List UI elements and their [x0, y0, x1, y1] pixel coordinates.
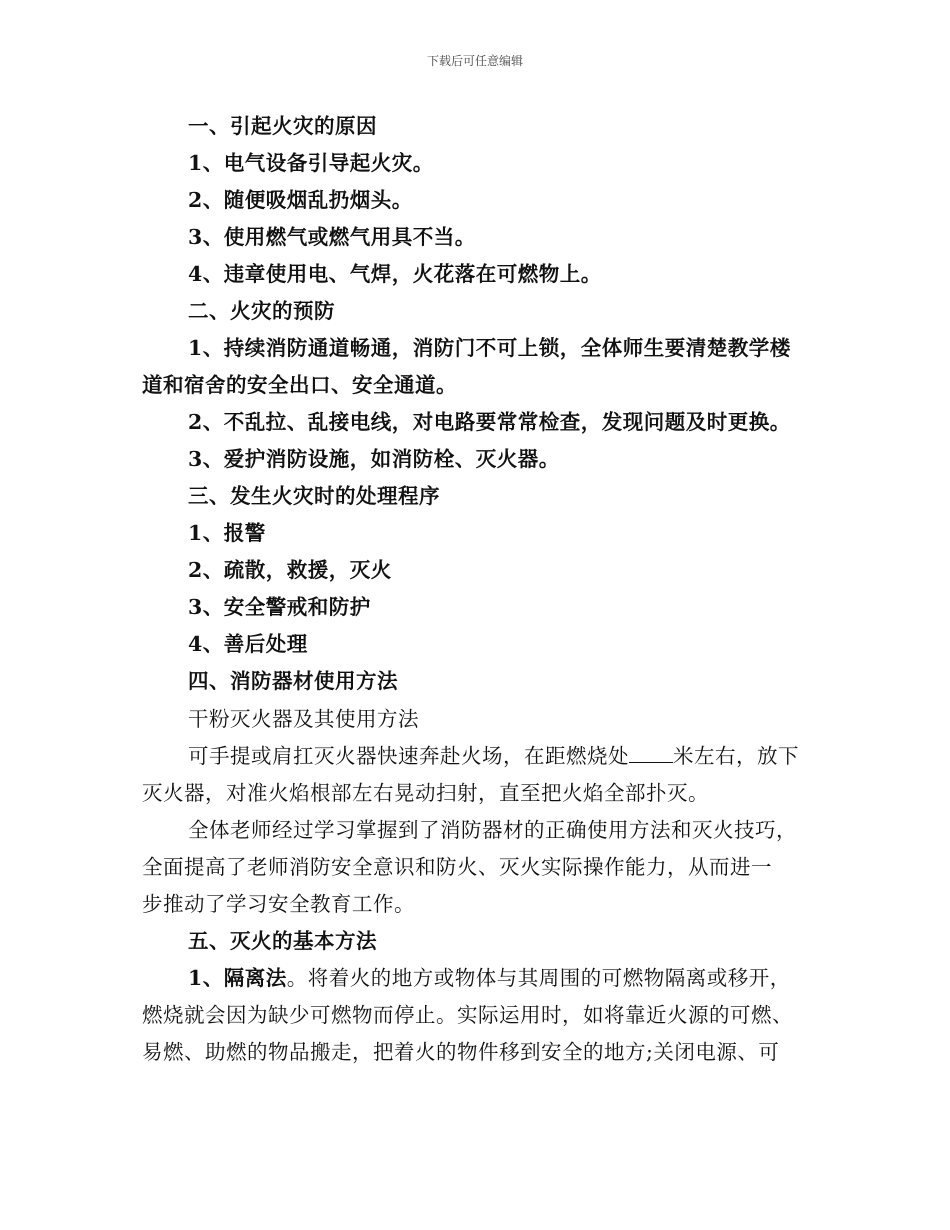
paragraph-line: 灭火器，对准火焰根部左右晃动扫射，直至把火焰全部扑灭。	[142, 781, 709, 805]
list-item: 2、疏散，救援，灭火	[188, 558, 392, 582]
paragraph-text: 。将着火的地方或物体与其周围的可燃物隔离或移开，	[286, 966, 791, 990]
list-item: 4、善后处理	[188, 632, 308, 656]
paragraph-line: 燃烧就会因为缺少可燃物而停止。实际运用时，如将靠近火源的可燃、	[142, 1003, 793, 1027]
paragraph-line: 全体老师经过学习掌握到了消防器材的正确使用方法和灭火技巧，	[188, 818, 797, 842]
list-item: 3、安全警戒和防护	[188, 595, 371, 619]
paragraph-line: 步推动了学习安全教育工作。	[142, 892, 415, 916]
list-item: 1、电气设备引导起火灾。	[188, 151, 434, 175]
list-item: 4、违章使用电、气焊，火花落在可燃物上。	[188, 262, 602, 286]
paragraph-text: 米左右，放下	[673, 744, 799, 768]
list-item: 3、使用燃气或燃气用具不当。	[188, 225, 476, 249]
section-heading: 四、消防器材使用方法	[188, 669, 398, 693]
section-heading: 五、灭火的基本方法	[188, 929, 377, 953]
section-heading: 三、发生火灾时的处理程序	[188, 484, 440, 508]
paragraph-line: 易燃、助燃的物品搬走，把着火的物件移到安全的地方;关闭电源、可	[142, 1040, 780, 1064]
section-heading: 二、火灾的预防	[188, 299, 335, 323]
subheading: 干粉灭火器及其使用方法	[188, 707, 419, 731]
list-item-continuation: 道和宿舍的安全出口、安全通道。	[142, 373, 457, 397]
paragraph-text: 可手提或肩扛灭火器快速奔赴火场，在距燃烧处	[188, 744, 629, 768]
fill-in-blank	[629, 744, 673, 763]
page-header: 下载后可任意编辑	[426, 54, 523, 68]
paragraph-line	[188, 963, 832, 993]
paragraph-line: 全面提高了老师消防安全意识和防火、灭火实际操作能力，从而进一	[142, 855, 772, 879]
list-item: 3、爱护消防设施，如消防栓、灭火器。	[188, 447, 560, 471]
list-item: 1、持续消防通道畅通，消防门不可上锁，全体师生要清楚教学楼	[188, 336, 791, 360]
paragraph-line	[188, 741, 832, 771]
list-item: 2、不乱拉、乱接电线，对电路要常常检查，发现问题及时更换。	[188, 410, 791, 434]
section-heading: 一、引起火灾的原因	[188, 114, 377, 138]
method-label: 1、隔离法	[188, 966, 287, 990]
list-item: 2、随便吸烟乱扔烟头。	[188, 188, 413, 212]
list-item: 1、报警	[188, 521, 266, 545]
